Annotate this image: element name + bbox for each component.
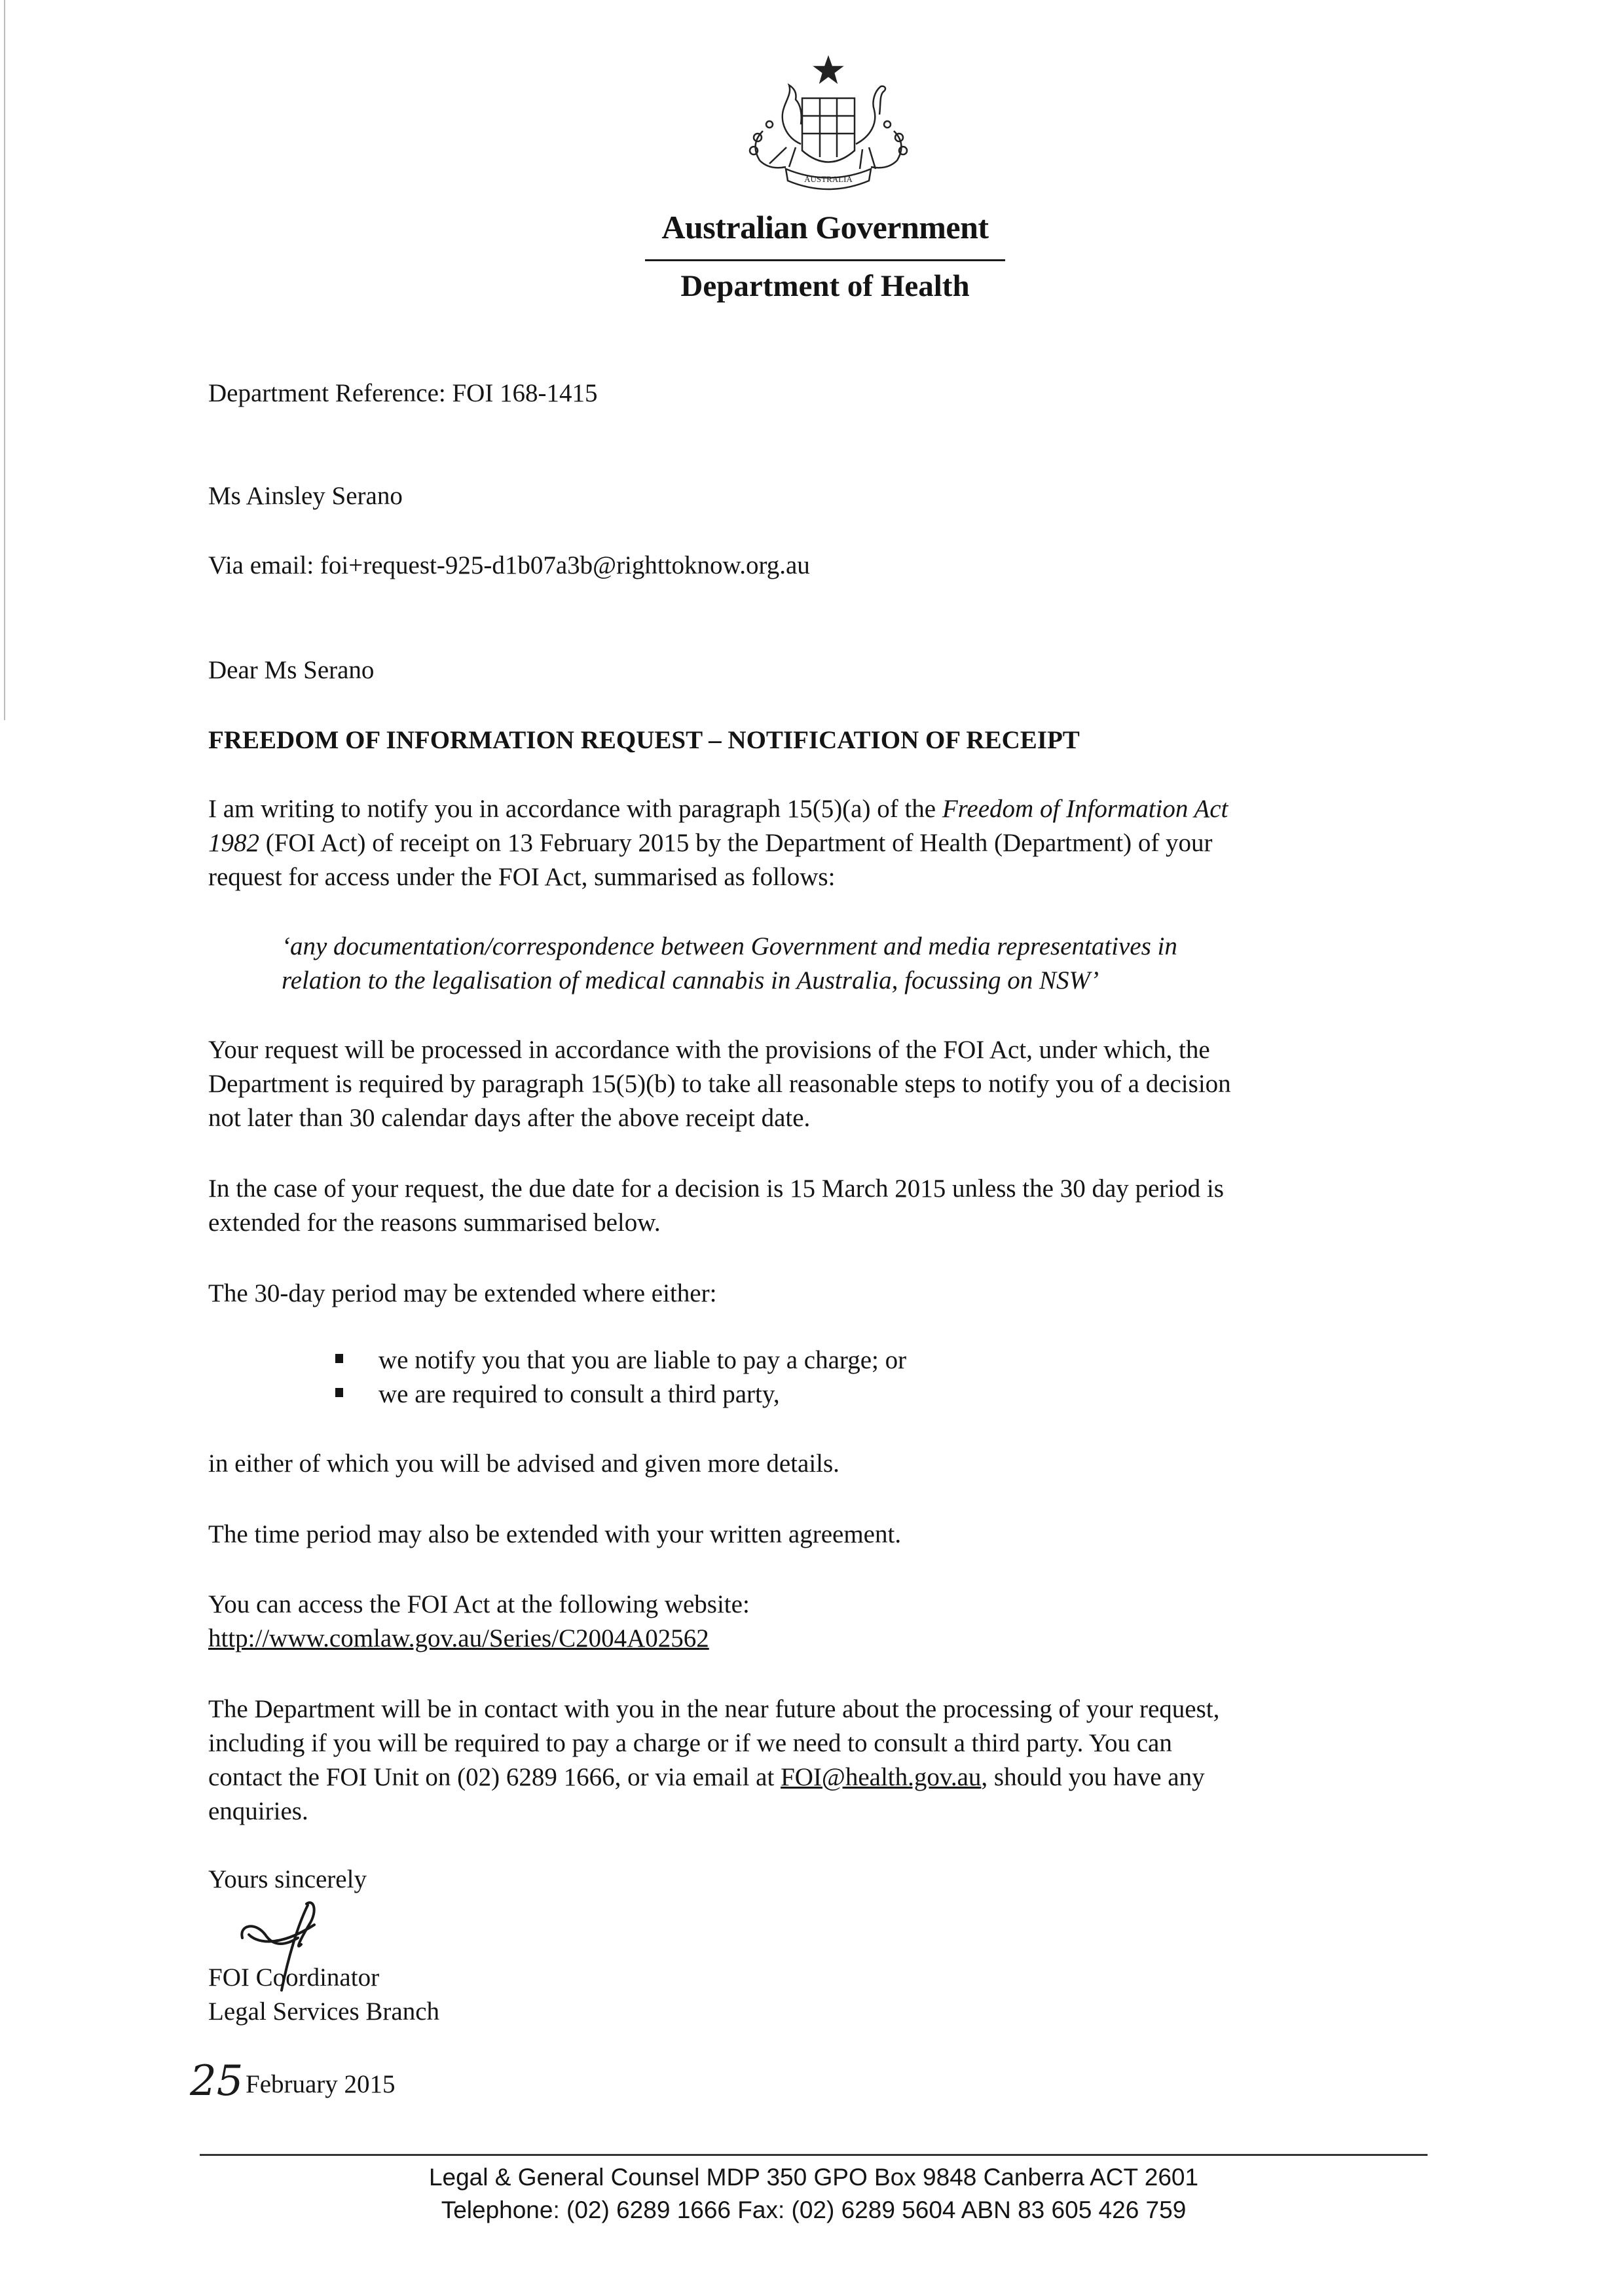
foi-act-link[interactable]: http://www.comlaw.gov.au/Series/C2004A02562	[208, 1624, 709, 1652]
para4: The 30-day period may be extended where either:	[208, 1279, 717, 1307]
act-title: Freedom of Information Act	[942, 795, 1228, 823]
subject-heading: FREEDOM OF INFORMATION REQUEST – NOTIFICATION OF RECEIPT	[208, 726, 1080, 754]
department-name: Department of Health	[680, 269, 970, 303]
footer-contact: Telephone: (02) 6289 1666 Fax: (02) 6289 5604 ABN 83 605 426 759	[441, 2196, 1187, 2223]
handwritten-date-day: 25	[190, 2057, 244, 2105]
recipient-name: Ms Ainsley Serano	[208, 482, 403, 510]
para3-line2: extended for the reasons summarised below.	[208, 1209, 661, 1237]
para8-line1: The Department will be in contact with you in the near future about the processing of your request,	[208, 1695, 1220, 1723]
para7-line1: You can access the FOI Act at the following website:	[208, 1590, 750, 1618]
para8-text: , should you have any	[981, 1763, 1205, 1791]
para1-text: (FOI Act) of receipt on 13 February 2015 by the Department of Health (Department) of your	[259, 829, 1213, 857]
para1-line1	[208, 792, 1228, 826]
foi-email-link[interactable]: FOI@health.gov.au	[781, 1763, 982, 1791]
request-quote-line1: ‘any documentation/correspondence between Government and media representatives in	[282, 932, 1177, 960]
para3-line1: In the case of your request, the due date for a decision is 15 March 2015 unless the 30 day period is	[208, 1175, 1224, 1203]
svg-text:AUSTRALIA: AUSTRALIA	[804, 174, 853, 184]
signatory-title: FOI Coordinator	[208, 1963, 380, 1992]
scan-margin-line	[4, 0, 5, 720]
recipient-email: Via email: foi+request-925-d1b07a3b@righttoknow.org.au	[208, 551, 810, 579]
department-reference: Department Reference: FOI 168-1415	[208, 379, 598, 407]
footer-divider	[200, 2154, 1428, 2156]
bullet-icon	[335, 1354, 343, 1363]
para1-line2	[208, 826, 1213, 860]
para8-line2: including if you will be required to pay a charge or if we need to consult a third party. You can	[208, 1729, 1172, 1757]
sign-off: Yours sincerely	[208, 1865, 367, 1893]
para1-text: I am writing to notify you in accordance with paragraph 15(5)(a) of the	[208, 795, 942, 823]
letterhead-divider	[645, 259, 1005, 261]
para8-line4: enquiries.	[208, 1797, 308, 1825]
bullet-item: we notify you that you are liable to pay a charge; or	[378, 1346, 907, 1374]
bullet-icon	[335, 1388, 343, 1397]
para2-line3: not later than 30 calendar days after the above receipt date.	[208, 1104, 811, 1132]
government-name: Australian Government	[661, 209, 989, 246]
act-year: 1982	[208, 829, 259, 857]
para2-line2: Department is required by paragraph 15(5)(b) to take all reasonable steps to notify you of a decision	[208, 1070, 1231, 1098]
request-quote-line2: relation to the legalisation of medical cannabis in Australia, focussing on NSW’	[282, 966, 1099, 994]
para5: in either of which you will be advised and given more details.	[208, 1449, 840, 1478]
salutation: Dear Ms Serano	[208, 656, 375, 684]
signatory-branch: Legal Services Branch	[208, 1997, 440, 2026]
para8-line3	[208, 1760, 1205, 1795]
coat-of-arms-icon	[724, 52, 933, 210]
letter-date: February 2015	[246, 2070, 396, 2098]
bullet-item: we are required to consult a third party,	[378, 1380, 780, 1408]
para2-line1: Your request will be processed in accordance with the provisions of the FOI Act, under which, the	[208, 1036, 1210, 1064]
para1-line3: request for access under the FOI Act, summarised as follows:	[208, 863, 836, 891]
para8-text: contact the FOI Unit on (02) 6289 1666, or via email at	[208, 1763, 781, 1791]
para6: The time period may also be extended with your written agreement.	[208, 1520, 902, 1548]
footer-address: Legal & General Counsel MDP 350 GPO Box 9848 Canberra ACT 2601	[428, 2164, 1199, 2191]
